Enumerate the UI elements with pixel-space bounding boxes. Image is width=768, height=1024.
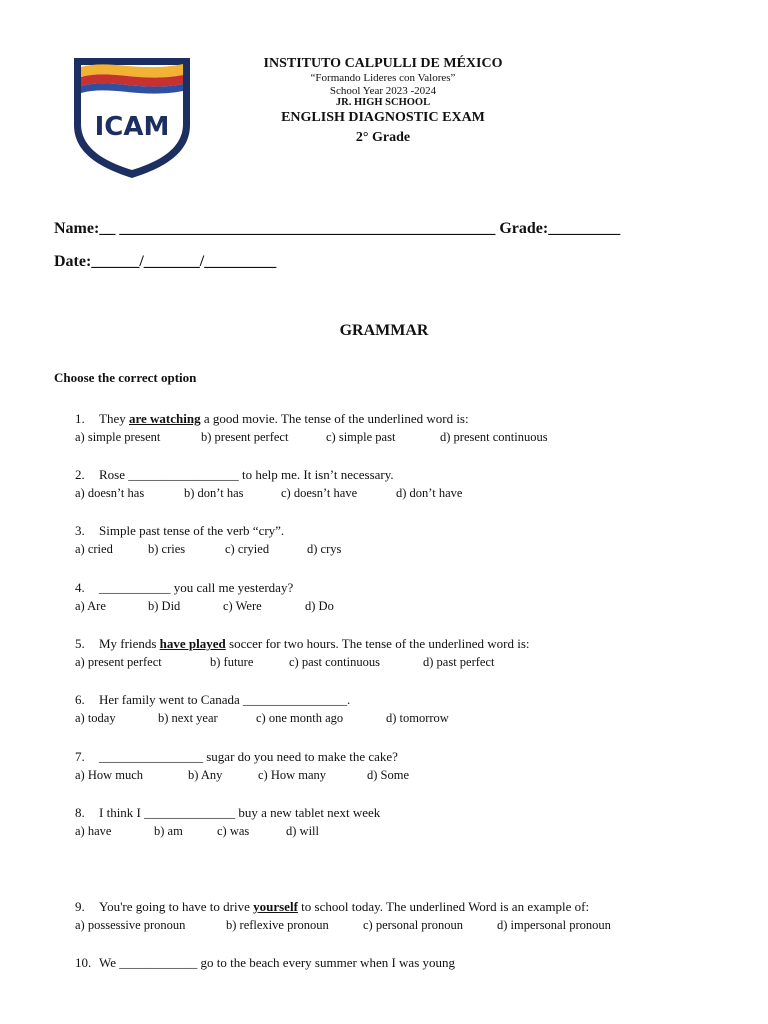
- question-text-end: to school today. The underlined Word is an example of:: [297, 899, 590, 914]
- answer-option[interactable]: b) Any: [188, 768, 223, 782]
- answer-option[interactable]: d) past perfect: [423, 655, 495, 669]
- logo-text: ICAM: [94, 112, 170, 142]
- answer-option[interactable]: a) present perfect: [75, 655, 162, 669]
- answer-option[interactable]: b) am: [154, 824, 183, 838]
- date-line: [54, 253, 276, 271]
- question-5: [75, 636, 530, 652]
- name-label: Name:: [54, 220, 100, 237]
- question-number: 1.: [75, 411, 85, 426]
- question-7: [75, 749, 398, 765]
- school-level: JR. HIGH SCHOOL: [335, 97, 431, 109]
- question-number: 7.: [75, 749, 85, 764]
- grade-title: 2° Grade: [355, 129, 411, 145]
- question-text: We ____________ go to the beach every summer when I was young: [99, 955, 456, 970]
- question-text: Simple past tense of the verb “cry”.: [99, 523, 285, 538]
- question-4: [75, 580, 293, 596]
- question-text: ___________ you call me yesterday?: [99, 580, 294, 595]
- motto: “Formando Lideres con Valores”: [310, 72, 456, 85]
- question-2: [75, 467, 394, 483]
- question-text: They: [99, 411, 129, 426]
- school-year: School Year 2023 -2024: [329, 84, 437, 97]
- answer-option[interactable]: a) cried: [75, 542, 113, 556]
- question-text-end: a good movie. The tense of the underlined word is:: [200, 411, 469, 426]
- instruction: Choose the correct option: [54, 370, 197, 385]
- answer-option[interactable]: c) was: [217, 824, 250, 838]
- question-number: 3.: [75, 523, 85, 538]
- question-text: ________________ sugar do you need to make the cake?: [99, 749, 398, 764]
- question-number: 8.: [75, 805, 85, 820]
- grade-blank[interactable]: _________: [548, 220, 621, 237]
- answer-option[interactable]: c) one month ago: [256, 711, 344, 725]
- answer-option[interactable]: d) crys: [307, 542, 342, 556]
- answer-option[interactable]: b) don’t has: [184, 486, 244, 500]
- question-number: 4.: [75, 580, 85, 595]
- question-3: [75, 523, 284, 539]
- underlined-word: yourself: [253, 899, 298, 914]
- answer-option[interactable]: a) Are: [75, 599, 106, 613]
- underlined-word: have played: [159, 636, 226, 651]
- question-number: 9.: [75, 899, 85, 914]
- answer-option[interactable]: c) cryied: [225, 542, 270, 556]
- question-text: I think I ______________ buy a new tablet next week: [99, 805, 381, 820]
- answer-option[interactable]: c) How many: [258, 768, 327, 782]
- name-blank[interactable]: __ _______________________________________________: [99, 220, 496, 237]
- answer-option[interactable]: d) will: [286, 824, 319, 838]
- question-text: You're going to have to drive: [99, 899, 254, 914]
- question-number: 6.: [75, 692, 85, 707]
- answer-option[interactable]: b) Did: [148, 599, 181, 613]
- answer-option[interactable]: b) future: [210, 655, 254, 669]
- answer-option[interactable]: d) tomorrow: [386, 711, 449, 725]
- name-grade-line: [54, 220, 620, 238]
- question-6: [75, 692, 350, 708]
- answer-option[interactable]: c) doesn’t have: [281, 486, 358, 500]
- institution-name: INSTITUTO CALPULLI DE MÉXICO: [263, 56, 503, 71]
- question-10: [75, 955, 455, 971]
- question-number: 2.: [75, 467, 85, 482]
- question-9: [75, 899, 589, 915]
- answer-option[interactable]: d) Do: [305, 599, 334, 613]
- answer-option[interactable]: a) possessive pronoun: [75, 918, 186, 932]
- date-label: Date:: [54, 253, 92, 270]
- answer-option[interactable]: c) simple past: [326, 430, 396, 444]
- answer-option[interactable]: d) Some: [367, 768, 410, 782]
- question-number: 10.: [75, 955, 92, 970]
- grade-label: Grade:: [499, 220, 549, 237]
- answer-option[interactable]: d) present continuous: [440, 430, 548, 444]
- answer-option[interactable]: c) personal pronoun: [363, 918, 463, 932]
- section-title: GRAMMAR: [339, 322, 429, 339]
- answer-option[interactable]: a) simple present: [75, 430, 161, 444]
- answer-option[interactable]: d) impersonal pronoun: [497, 918, 611, 932]
- question-text: Her family went to Canada ________________.: [99, 692, 351, 707]
- school-logo: [70, 55, 194, 179]
- answer-option[interactable]: b) next year: [158, 711, 218, 725]
- answer-option[interactable]: a) How much: [75, 768, 144, 782]
- answer-option[interactable]: a) doesn’t has: [75, 486, 145, 500]
- answer-option[interactable]: b) present perfect: [201, 430, 289, 444]
- underlined-word: are watching: [128, 411, 201, 426]
- answer-option[interactable]: b) cries: [148, 542, 186, 556]
- exam-title: ENGLISH DIAGNOSTIC EXAM: [281, 110, 485, 126]
- exam-header: [200, 56, 566, 146]
- question-text-end: soccer for two hours. The tense of the underlined word is:: [225, 636, 530, 651]
- shield-icon: [70, 55, 194, 179]
- answer-option[interactable]: c) Were: [223, 599, 262, 613]
- answer-option[interactable]: b) reflexive pronoun: [226, 918, 329, 932]
- answer-option[interactable]: a) have: [75, 824, 112, 838]
- answer-option[interactable]: d) don’t have: [396, 486, 463, 500]
- answer-option[interactable]: a) today: [75, 711, 116, 725]
- question-number: 5.: [75, 636, 85, 651]
- question-text: Rose _________________ to help me. It isn’t necessary.: [99, 467, 394, 482]
- date-blank[interactable]: ______/_______/_________: [91, 253, 277, 270]
- question-text: My friends: [99, 636, 160, 651]
- question-1: [75, 411, 469, 427]
- question-8: [75, 805, 380, 821]
- answer-option[interactable]: c) past continuous: [289, 655, 380, 669]
